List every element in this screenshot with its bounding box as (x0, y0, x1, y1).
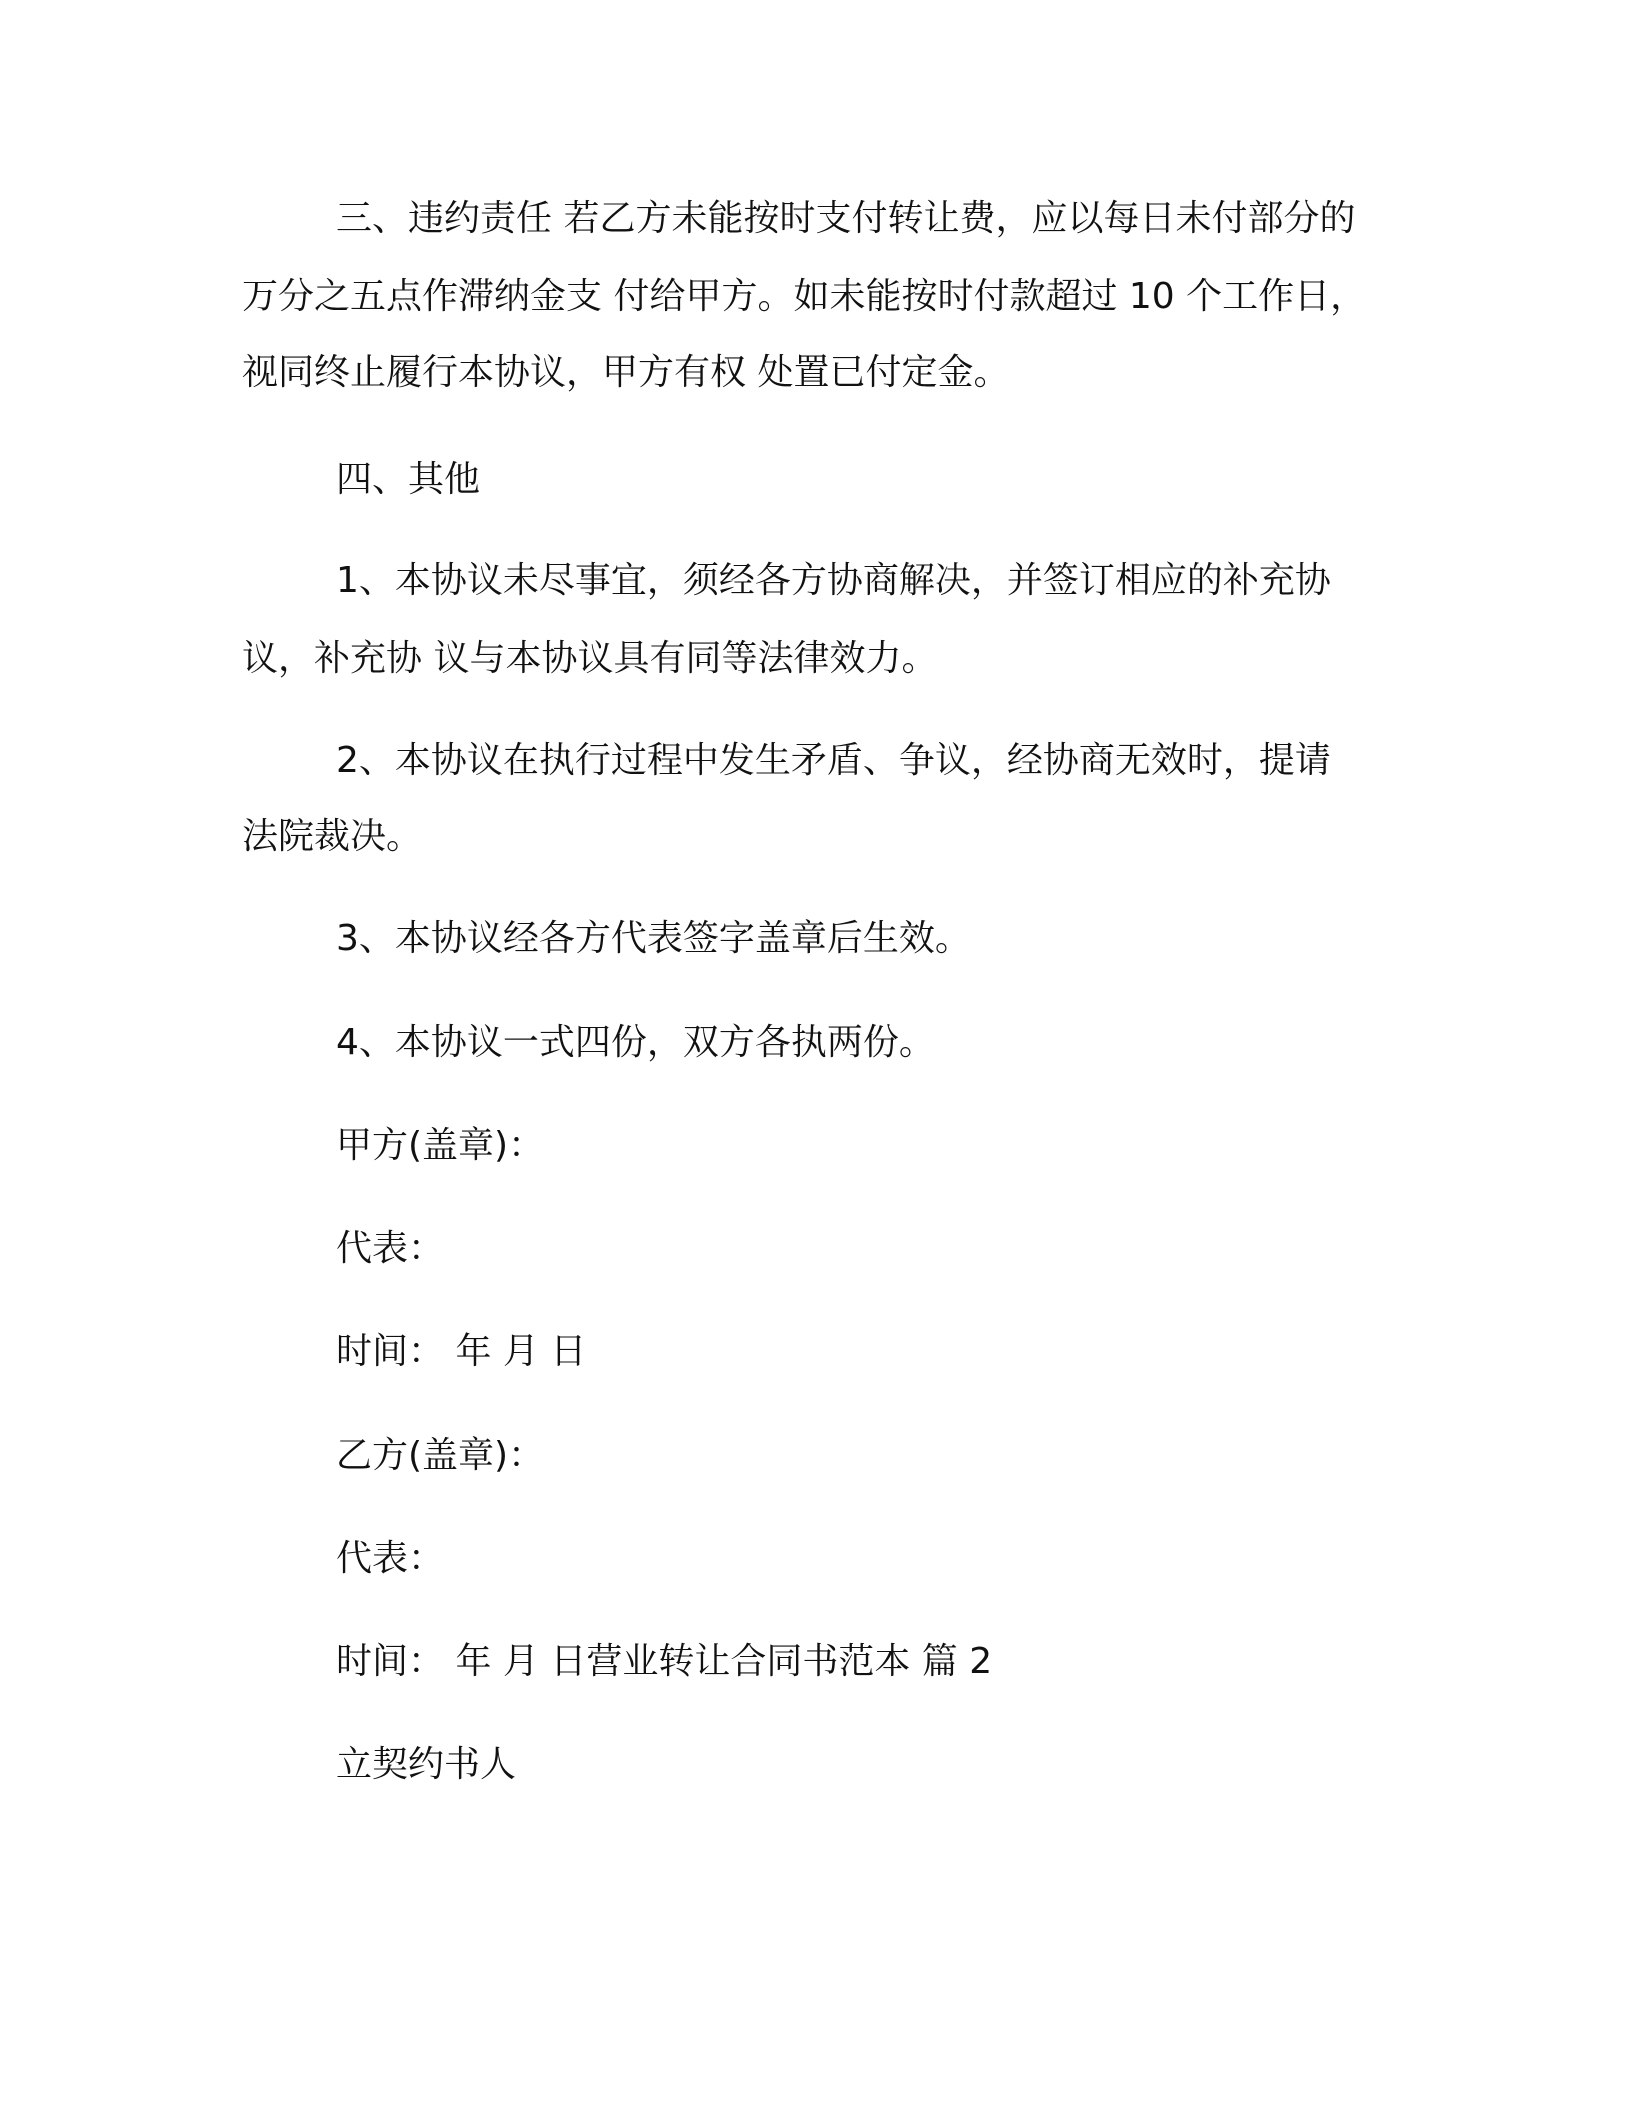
paragraph-3-line-1: 1、本协议未尽事宜，须经各方协商解决，并签订相应的补充协 (336, 560, 1331, 601)
party-a-date-label: 时间： 年 月 日 (336, 1331, 587, 1372)
paragraph-4-line-1: 2、本协议在执行过程中发生矛盾、争议，经协商无效时，提请 (336, 740, 1331, 781)
section-heading-other: 四、其他 (336, 459, 481, 500)
paragraph-3-line-2: 议，补充协 议与本协议具有同等法律效力。 (242, 638, 938, 679)
paragraph-1-line-3: 视同终止履行本协议，甲方有权 处置已付定金。 (242, 352, 1010, 393)
party-a-seal-label: 甲方(盖章)： (336, 1125, 545, 1166)
paragraph-1-line-2: 万分之五点作滞纳金支 付给甲方。如未能按时付款超过 10 个工作日， (242, 276, 1367, 317)
paragraph-4-line-2: 法院裁决。 (242, 816, 423, 857)
party-b-date-and-next-title: 时间： 年 月 日营业转让合同书范本 篇 2 (336, 1641, 993, 1682)
contract-parties-heading: 立契约书人 (336, 1744, 517, 1785)
party-b-seal-label: 乙方(盖章)： (336, 1435, 545, 1476)
party-b-representative-label: 代表： (336, 1538, 445, 1579)
paragraph-1-line-1: 三、违约责任 若乙方未能按时支付转让费，应以每日未付部分的 (336, 198, 1356, 239)
paragraph-6: 4、本协议一式四份，双方各执两份。 (336, 1022, 935, 1063)
paragraph-5: 3、本协议经各方代表签字盖章后生效。 (336, 918, 971, 959)
party-a-representative-label: 代表： (336, 1228, 445, 1269)
